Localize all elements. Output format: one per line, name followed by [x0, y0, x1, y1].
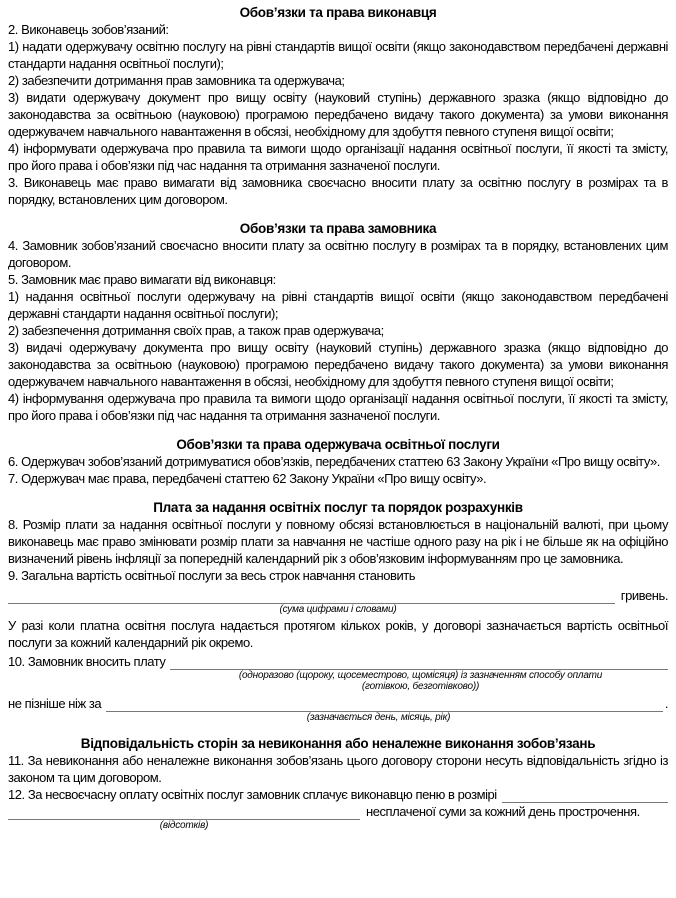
clause-2-item-2: 2) забезпечити дотримання прав замовника та одержувача;: [8, 73, 345, 88]
penalty-rate-note: (відсотків): [159, 820, 209, 831]
heading-recipient-duties: Обов’язки та права одержувача освітньої послуги: [176, 437, 500, 452]
spacer: [654, 712, 668, 723]
penalty-rate-suffix: несплаченої суми за кожний день прострочення.: [366, 804, 640, 819]
payment-deadline-period: .: [664, 696, 668, 711]
payment-deadline-note-row: [8, 712, 668, 723]
payment-deadline-label: не пізніше ніж за: [8, 696, 102, 711]
clause-5-item-1: 1) надання освітньої послуги одержувачу на рівні стандартів вищої освіти (якщо законодавством передбачені державні стандарти надання освітньої послуги);: [8, 289, 668, 321]
clause-5-item-2: 2) забезпечення дотримання своїх прав, а також прав одержувача;: [8, 323, 384, 338]
clause-5: 5. Замовник має право вимагати від виконавця:: [8, 272, 276, 287]
spacer: [8, 712, 103, 723]
clause-11: 11. За невиконання або неналежне виконання зобов’язань цього договору сторони несуть відповідальність згідно із законом та цим договором.: [8, 753, 668, 785]
clause-9-multi-year: У разі коли платна освітня послуга надається протягом кількох років, у договорі зазначається вартість освітньої послуги за кожний календарний рік окремо.: [8, 618, 668, 650]
payment-deadline-blank-field: [106, 698, 663, 712]
penalty-rate-label: 12. За несвоєчасну оплату освітніх послуг замовник сплачує виконавцю пеню в розмірі: [8, 787, 497, 802]
total-cost-line: [8, 587, 668, 604]
clause-5-item-3: 3) видачі одержувачу документа про вищу освіту (науковий ступінь) державного зразка (якщо відповідно до законодавства за освітньою (науковою) програмою передбачено видачу такого документа) за умови виконання одержувачем навчального навантаження в обсязі, необхідному для здобуття певного ступеня вищої освіти;: [8, 340, 668, 389]
heading-executor-duties: Обов’язки та права виконавця: [239, 5, 437, 20]
total-cost-suffix: гривень.: [620, 588, 668, 603]
total-cost-note: (сума цифрами і словами): [279, 604, 397, 615]
payment-deadline-line: [8, 695, 668, 712]
clause-5-item-4: 4) інформування одержувача про правила та вимоги щодо організації надання освітньої послуги, її якості та змісту, про його права і обов’язки під час надання та отримання зазначеної послуги.: [8, 391, 668, 423]
payment-mode-note-line1: (одноразово (щороку, щосеместрово, щомісяця) із зазначенням способу оплати: [238, 670, 603, 681]
clause-2-item-1: 1) надати одержувачу освітню послугу на рівні стандартів вищої освіти (якщо законодавством передбачені державні стандарти надання освітньої послуги);: [8, 39, 668, 71]
penalty-rate-blank-field-2: [8, 806, 360, 820]
penalty-rate-line2: [8, 803, 668, 820]
payment-mode-line: [8, 653, 668, 670]
payment-mode-note: [8, 670, 668, 692]
heading-customer-duties: Обов’язки та права замовника: [239, 221, 437, 236]
payment-mode-blank-field: [170, 656, 668, 670]
clause-8: 8. Розмір плати за надання освітньої послуги у повному обсязі встановлюється в національній валюті, при цьому виконавець має право змінювати розмір плати за навчання не частіше одного разу на рік і не більше як на офіційно визначений рівень інфляції за попередній календарний рік з обов’язковим інформуванням про це замовника.: [8, 517, 668, 566]
clause-3: 3. Виконавець має право вимагати від замовника своєчасно вносити плату за освітню послугу в розмірах та в порядку, встановлених цим договором.: [8, 175, 668, 207]
payment-mode-label: 10. Замовник вносить плату: [8, 654, 166, 669]
total-cost-blank-field: [8, 590, 615, 604]
clause-2-item-3: 3) видати одержувачу документ про вищу освіту (науковий ступінь) державного зразка (якщо відповідно до законодавства за освітньою (науковою) програмою передбачено видачу такого документа) за умови виконання одержувачем навчального навантаження в обсязі, необхідному для здобуття певного ступеня вищої освіти;: [8, 90, 668, 139]
penalty-rate-blank-field: [502, 789, 668, 803]
clause-2-item-4: 4) інформувати одержувача про правила та вимоги щодо організації надання освітньої послуги, її якості та змісту, про його права і обов’язки під час надання та отримання зазначеної послуги.: [8, 141, 668, 173]
payment-deadline-note: (зазначається день, місяць, рік): [306, 712, 451, 723]
heading-liability: Відповідальність сторін за невиконання або неналежне виконання зобов’язань: [80, 736, 596, 751]
clause-7: 7. Одержувач має права, передбачені статтею 62 Закону України «Про вищу освіту».: [8, 471, 487, 486]
clause-6: 6. Одержувач зобов’язаний дотримуватися обов’язків, передбачених статтею 63 Закону України «Про вищу освіту».: [8, 454, 660, 469]
payment-mode-note-line2: (готівкою, безготівково)): [361, 681, 480, 692]
clause-9: 9. Загальна вартість освітньої послуги за весь строк навчання становить: [8, 568, 416, 583]
clause-4: 4. Замовник зобов’язаний своєчасно вносити плату за освітню послугу в розмірах та в порядку, встановлених цим договором.: [8, 238, 668, 270]
penalty-rate-line: [8, 786, 668, 803]
clause-2: 2. Виконавець зобов’язаний:: [8, 22, 169, 37]
heading-payment: Плата за надання освітніх послуг та порядок розрахунків: [153, 500, 523, 515]
spacer: [8, 670, 173, 692]
